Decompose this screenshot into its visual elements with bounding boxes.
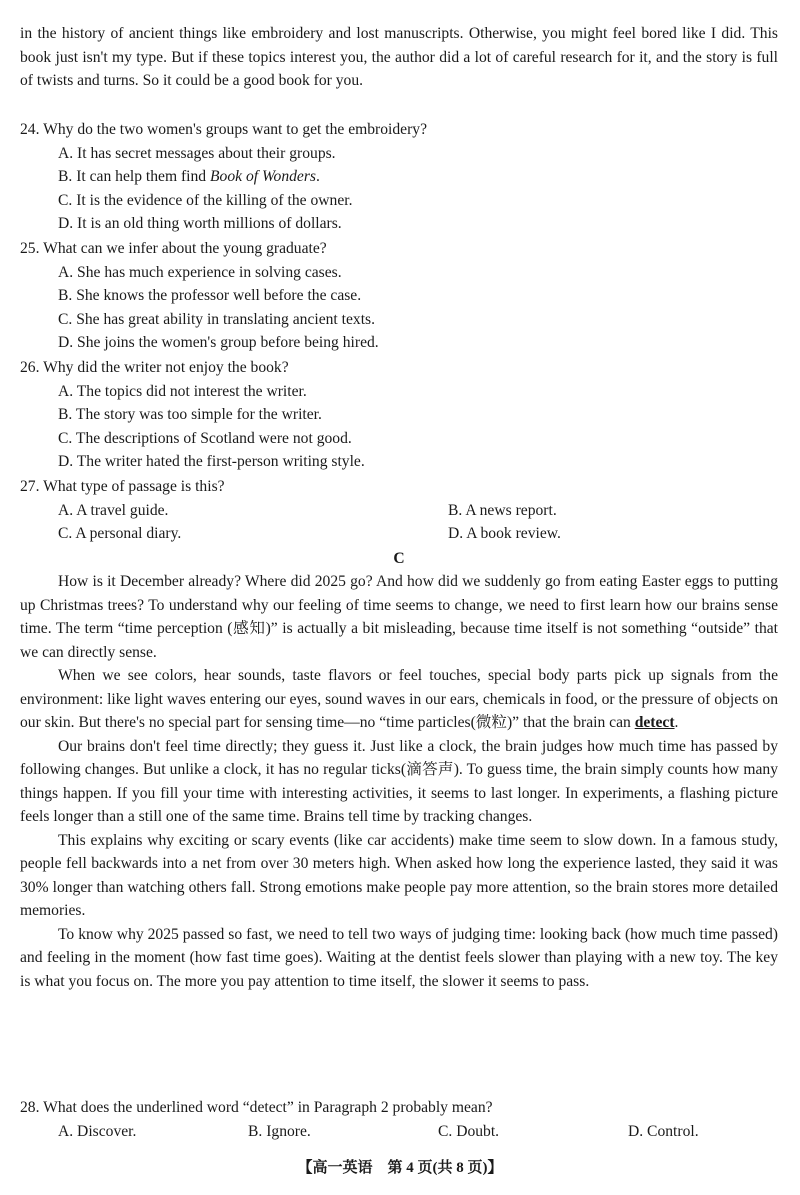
paragraph-2: When we see colors, hear sounds, taste flavors or feel touches, special body parts pick up signals from the environment: like light waves entering our eyes, sound waves in our ears, chemicals in food, or the pressure of objects on our skin. But there's no special part for sensing time—no “time particles(微粒)” that the brain can detect. bbox=[20, 667, 778, 731]
options-row-1 bbox=[20, 499, 778, 523]
question-stem: 27. What type of passage is this? bbox=[20, 478, 225, 495]
passage-c bbox=[20, 570, 778, 993]
section-heading: C bbox=[393, 550, 405, 567]
option-a: A. She has much experience in solving cases. bbox=[58, 263, 342, 281]
option-b: B. A news report. bbox=[448, 501, 557, 519]
option-a: A. The topics did not interest the writer. bbox=[58, 382, 307, 400]
paragraph-5: To know why 2025 passed so fast, we need to tell two ways of judging time: looking back (how much time passed) and feeling in the moment (how fast time goes). Waiting at the dentist feels slower than playing with a new toy. The key is what you focus on. The more you pay attention to time itself, the slower it seems to pass. bbox=[20, 925, 778, 990]
option-a: A. Discover. bbox=[58, 1122, 137, 1140]
question-stem: 26. Why did the writer not enjoy the book? bbox=[20, 359, 289, 376]
option-a: A. A travel guide. bbox=[58, 501, 169, 519]
paragraph-4: This explains why exciting or scary events (like car accidents) make time seem to slow down. In a famous study, people fell backwards into a net from over 30 meters high. When asked how long the experience lasted, they said it was 30% longer than watching others fall. Strong emotions make people pay more attention, so the brain stores more detailed memories. bbox=[20, 831, 778, 919]
option-c: C. Doubt. bbox=[438, 1122, 500, 1140]
option-b: B. It can help them find Book of Wonders. bbox=[58, 168, 320, 186]
paragraph: in the history of ancient things like embroidery and lost manuscripts. Otherwise, you might feel bored like I did. This book just isn't my type. But if these topics interest you, the author did a lot of careful research for it, and the story is full of twists and turns. So it could be a good book for you. bbox=[20, 25, 778, 89]
option-b: B. She knows the professor well before the case. bbox=[58, 287, 362, 305]
option-b: B. Ignore. bbox=[248, 1122, 311, 1140]
paragraph-3: Our brains don't feel time directly; they guess it. Just like a clock, the brain judges how much time has passed by following changes. But unlike a clock, it has no regular ticks(滴答声). To guess time, the brain simply counts how many things happen. If you fill your time with interesting activities, it seems to last longer. In experiments, a flashing picture feels longer than a still one of the same time. Brains tell time by tracking changes. bbox=[20, 737, 778, 825]
option-d: D. Control. bbox=[628, 1122, 699, 1140]
page-footer: 【高一英语 第 4 页(共 8 页)】 bbox=[297, 1160, 503, 1176]
question-stem: 25. What can we infer about the young graduate? bbox=[20, 240, 327, 257]
question-24 bbox=[20, 118, 778, 236]
option-d: D. She joins the women's group before being hired. bbox=[58, 334, 379, 352]
option-c: C. A personal diary. bbox=[58, 525, 182, 543]
question-27 bbox=[20, 475, 778, 546]
question-28 bbox=[20, 1096, 778, 1143]
option-d: D. It is an old thing worth millions of dollars. bbox=[58, 215, 342, 233]
underlined-word: detect bbox=[634, 714, 675, 731]
options-row-2 bbox=[20, 522, 778, 546]
question-25 bbox=[20, 237, 778, 355]
question-26 bbox=[20, 356, 778, 474]
option-d: D. The writer hated the first-person writing style. bbox=[58, 453, 365, 471]
question-stem: 24. Why do the two women's groups want to get the embroidery? bbox=[20, 121, 428, 138]
book-title: Book of Wonders bbox=[210, 168, 316, 186]
option-b: B. The story was too simple for the writer. bbox=[58, 406, 322, 424]
passage-b-ending bbox=[20, 22, 778, 93]
paragraph-1: How is it December already? Where did 2025 go? And how did we suddenly go from eating Easter eggs to putting up Christmas trees? To understand why our feeling of time seems to change, we need to first learn how our brains sense time. The term “time perception (感知)” is actually a bit misleading, because time itself is not something “outside” that we can directly sense. bbox=[20, 573, 778, 661]
option-d: D. A book review. bbox=[448, 525, 561, 543]
option-a: A. It has secret messages about their groups. bbox=[58, 144, 336, 162]
options-row bbox=[20, 1120, 778, 1144]
question-stem: 28. What does the underlined word “detect” in Paragraph 2 probably mean? bbox=[20, 1099, 493, 1116]
option-c: C. The descriptions of Scotland were not good. bbox=[58, 429, 352, 447]
section-c-heading-block bbox=[20, 547, 778, 570]
option-c: C. It is the evidence of the killing of the owner. bbox=[58, 191, 353, 209]
option-c: C. She has great ability in translating ancient texts. bbox=[58, 310, 375, 328]
